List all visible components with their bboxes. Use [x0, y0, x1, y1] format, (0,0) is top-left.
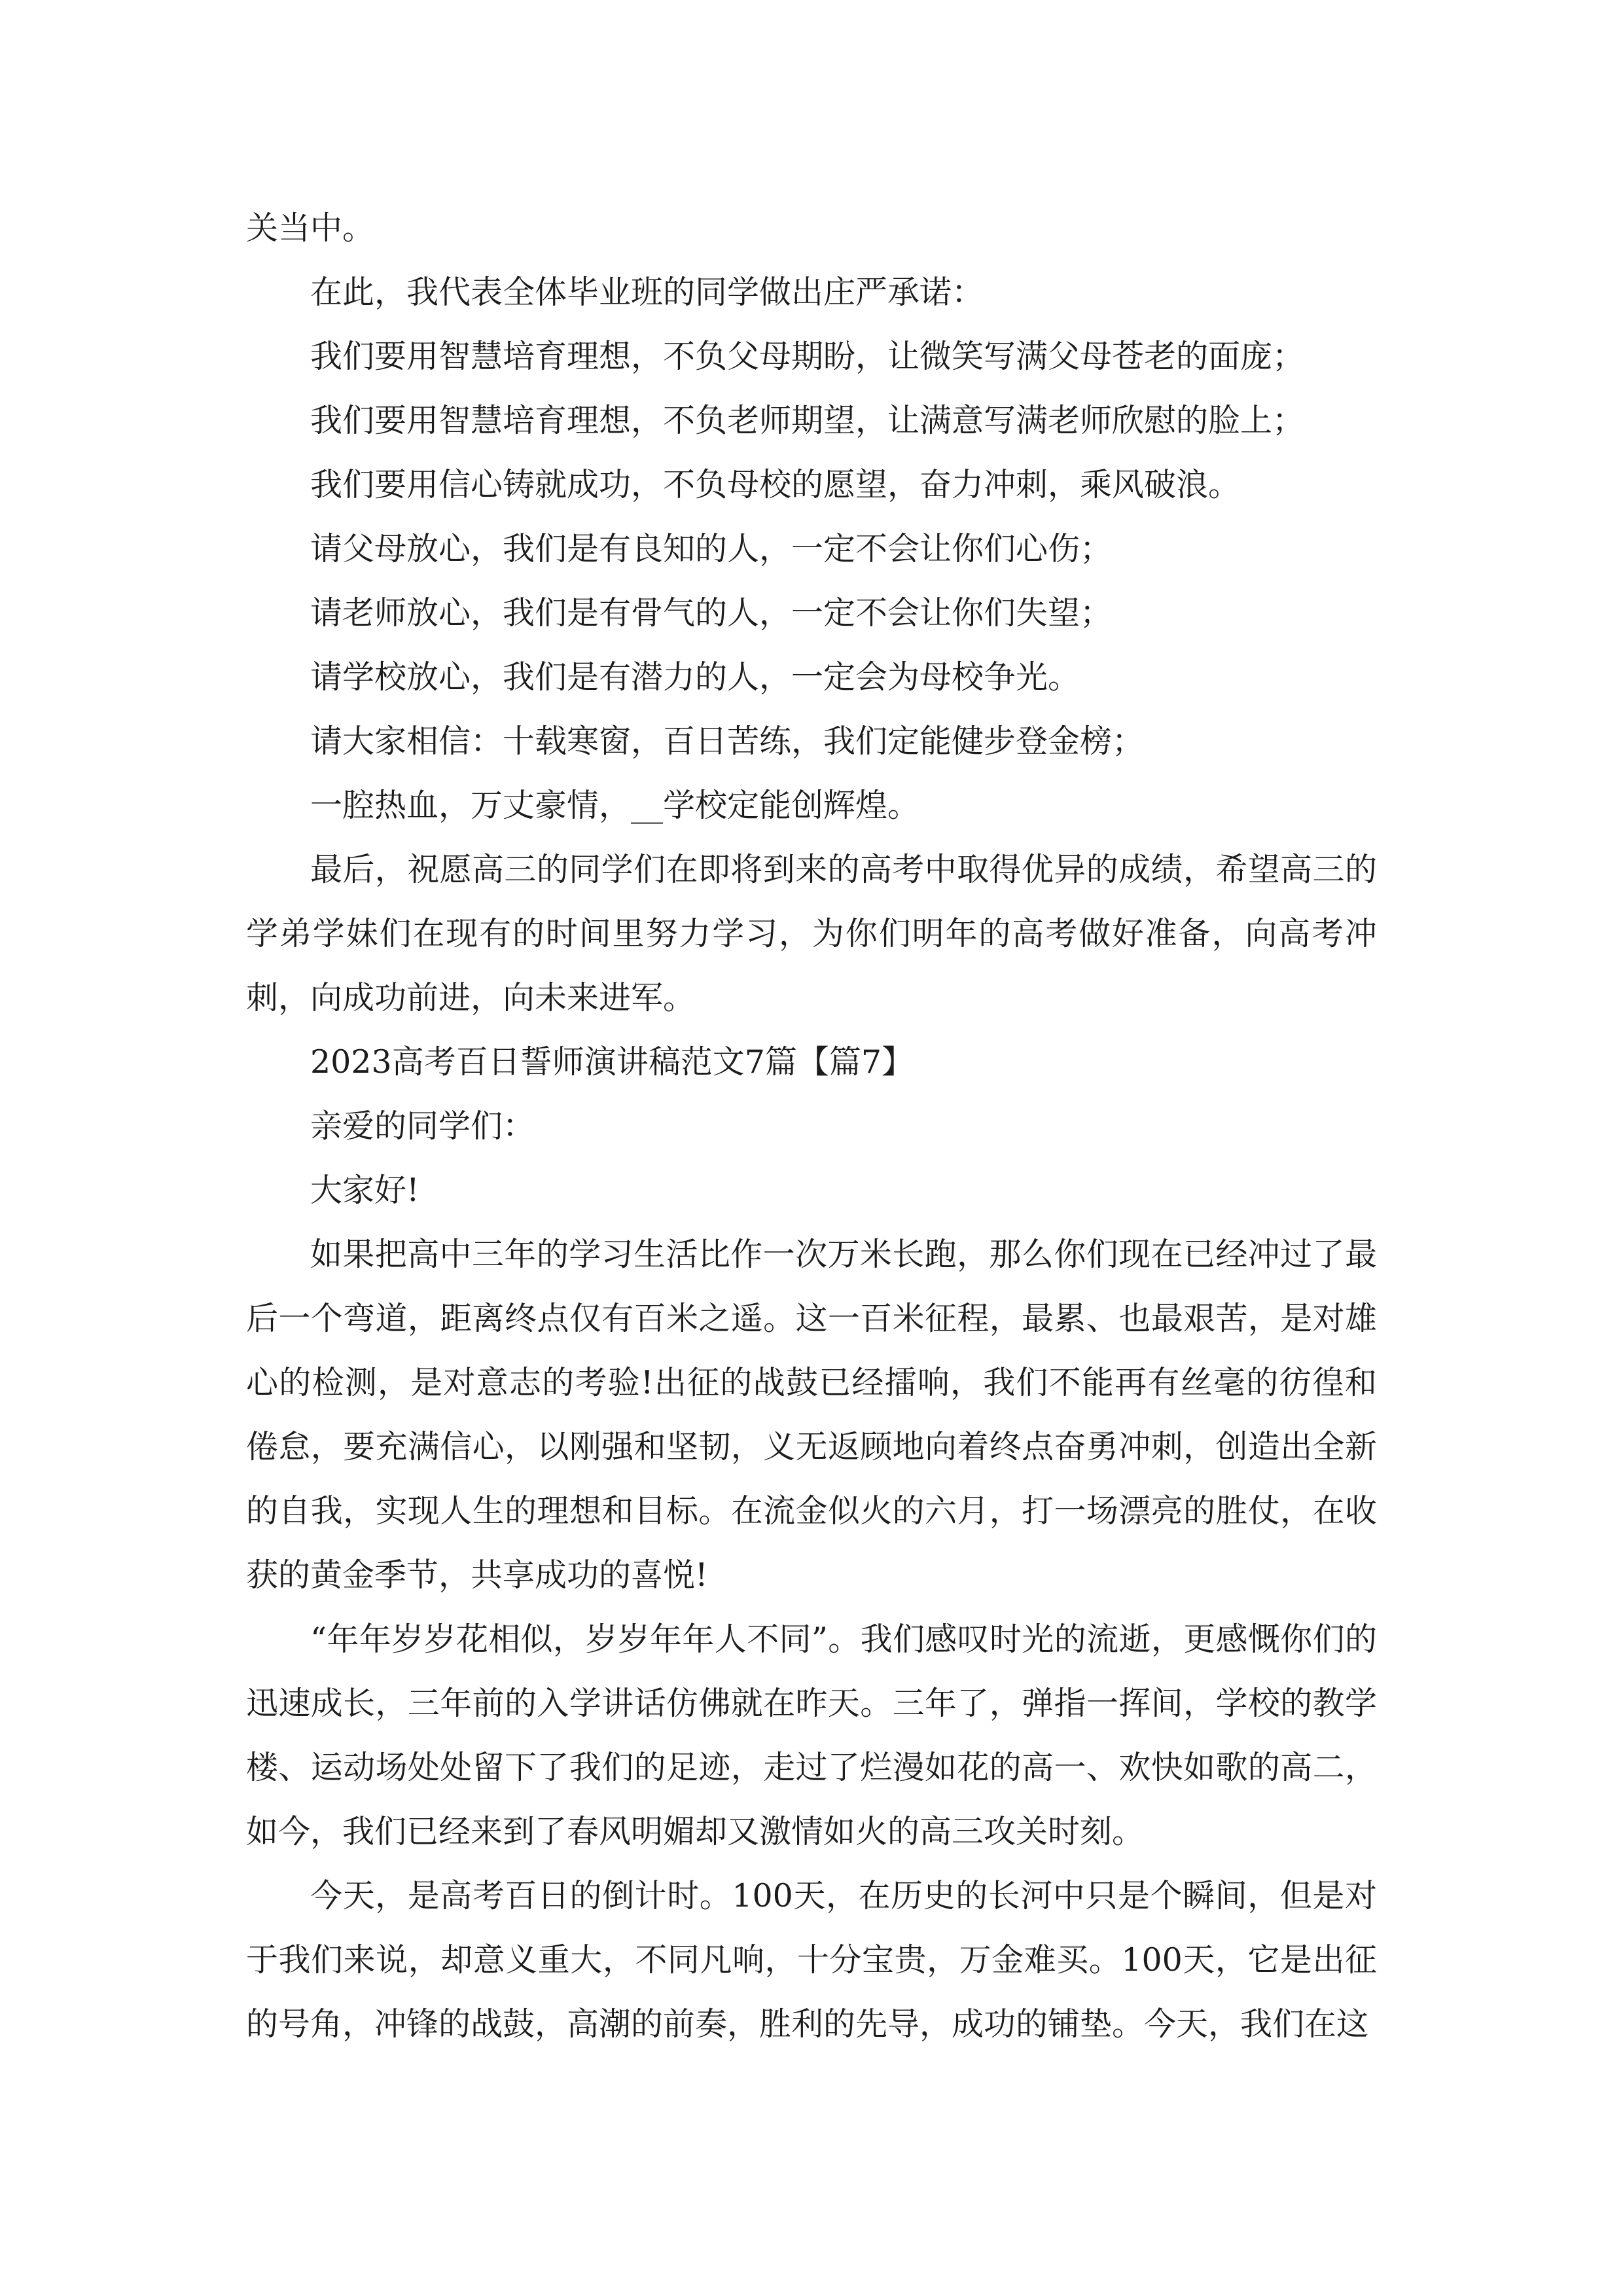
paragraph-reassure-teachers: 请老师放心，我们是有骨气的人，一定不会让你们失望； — [310, 594, 1113, 632]
paragraph-pledge-school: 我们要用信心铸就成功，不负母校的愿望，奋力冲刺，乘风破浪。 — [310, 466, 1241, 503]
section-heading: 2023高考百日誓师演讲稿范文7篇【篇7】 — [310, 1043, 914, 1081]
paragraph-reassure-school: 请学校放心，我们是有潜力的人，一定会为母校争光。 — [310, 658, 1080, 696]
paragraph-countdown: 今天，是高考百日的倒计时。100天，在历史的长河中只是个瞬间，但是对于我们来说，却意义重大，不同凡响，十分宝贵，万金难买。100天，它是出征的号角，冲锋的战鼓，高潮的前奏，胜利的先导，成功的铺垫。今天，我们在这 — [246, 1877, 1377, 2043]
paragraph-reassure-parents: 请父母放心，我们是有良知的人，一定不会让你们心伤； — [310, 530, 1113, 567]
paragraph-continuation: 关当中。 — [246, 209, 375, 247]
document-body — [246, 196, 1377, 2056]
paragraph-pledge-parents: 我们要用智慧培育理想，不负父母期盼，让微笑写满父母苍老的面庞； — [310, 338, 1305, 375]
paragraph-time-flies: “年年岁岁花相似，岁岁年年人不同”。我们感叹时光的流逝，更感慨你们的迅速成长，三年前的入学讲话仿佛就在昨天。三年了，弹指一挥间，学校的教学楼、运动场处处留下了我们的足迹，走过了烂漫如花的高一、欢快如歌的高二，如今，我们已经来到了春风明媚却又激情如火的高三攻关时刻。 — [246, 1621, 1377, 1850]
paragraph-closing-wishes: 最后，祝愿高三的同学们在即将到来的高考中取得优异的成绩，希望高三的学弟学妹们在现有的时间里努力学习，为你们明年的高考做好准备，向高考冲刺，向成功前进，向未来进军。 — [246, 851, 1377, 1016]
paragraph-greeting: 大家好! — [310, 1172, 419, 1209]
paragraph-pledge-teachers: 我们要用智慧培育理想，不负老师期望，让满意写满老师欣慰的脸上； — [310, 402, 1305, 439]
paragraph-pledge-intro: 在此，我代表全体毕业班的同学做出庄严承诺： — [310, 274, 984, 311]
paragraph-salutation: 亲爱的同学们： — [310, 1107, 535, 1145]
paragraph-passion: 一腔热血，万丈豪情，__学校定能创辉煌。 — [310, 787, 920, 824]
paragraph-marathon: 如果把高中三年的学习生活比作一次万米长跑，那么你们现在已经冲过了最后一个弯道，距离终点仅有百米之遥。这一百米征程，最累、也最艰苦，是对雄心的检测，是对意志的考验!出征的战鼓已经擂响，我们不能再有丝毫的彷徨和倦怠，要充满信心，以刚强和坚韧，义无返顾地向着终点奋勇冲刺，创造出全新的自我，实现人生的理想和目标。在流金似火的六月，打一场漂亮的胜仗，在收获的黄金季节，共享成功的喜悦! — [246, 1236, 1377, 1594]
paragraph-believe: 请大家相信：十载寒窗，百日苦练，我们定能健步登金榜； — [310, 723, 1145, 760]
